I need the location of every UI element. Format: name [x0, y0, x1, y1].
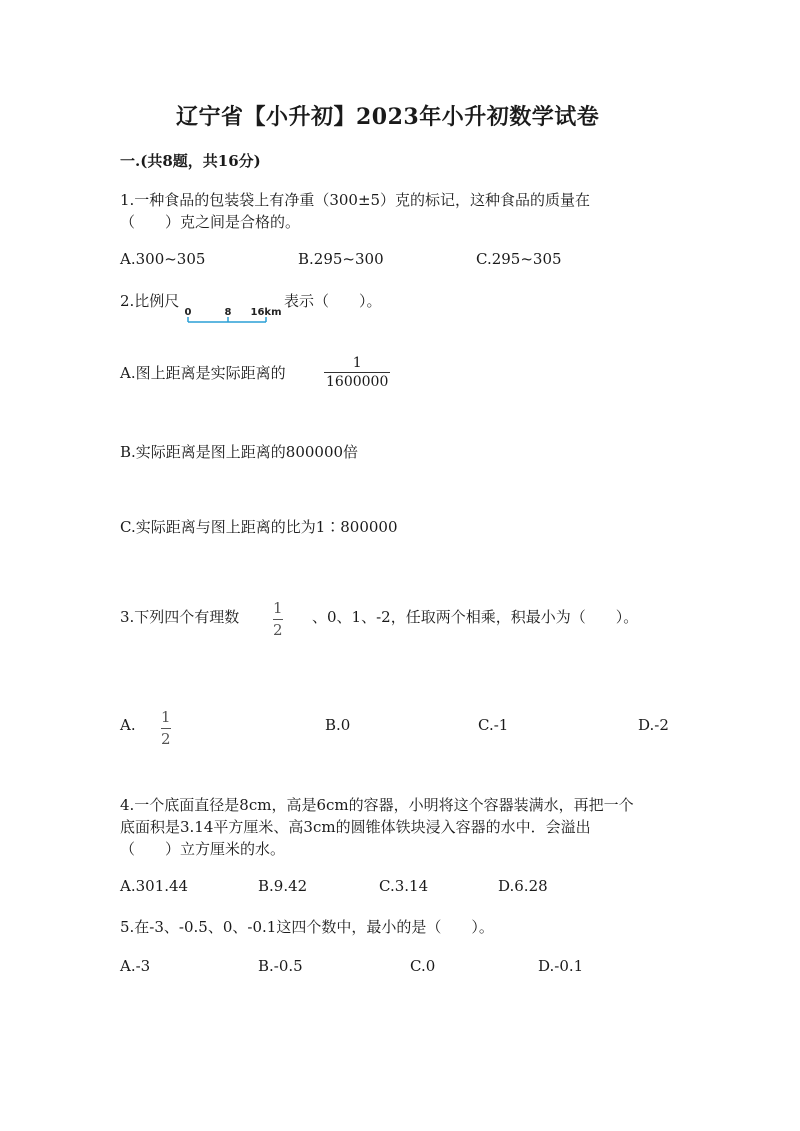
q1-stem-line2: （ ）克之间是合格的。 [120, 213, 301, 231]
q3-stem-suffix: 、0、1、-2，任取两个相乘，积最小为（ ）。 [312, 608, 639, 626]
fraction-bar [161, 728, 171, 729]
page-title: 辽宁省【小升初】2023年小升初数学试卷 [176, 104, 600, 130]
fraction-numerator: 1 [352, 355, 362, 371]
q2-option-c: C.实际距离与图上距离的比为1∶800000 [120, 518, 398, 536]
q4-option-d: D.6.28 [498, 877, 548, 895]
fraction-denominator: 2 [161, 730, 171, 748]
q4-option-a: A.301.44 [120, 877, 189, 895]
fraction-denominator: 1600000 [326, 374, 389, 390]
q3-option-a-fraction [161, 710, 171, 747]
q3-stem-fraction [273, 601, 283, 638]
q2-option-a-fraction [324, 356, 390, 389]
q5-option-a: A.-3 [120, 957, 151, 975]
section-heading: 一.(共8题，共16分) [120, 152, 261, 170]
q4-option-b: B.9.42 [258, 877, 308, 895]
q4-stem-line2: 底面积是3.14平方厘米、高3cm的圆锥体铁块浸入容器的水中．会溢出 [120, 818, 591, 836]
fraction-numerator: 1 [161, 708, 171, 726]
scale-tick-16km: 16km [250, 307, 282, 318]
q3-option-a-label: A. [120, 716, 136, 734]
q4-stem-line3: （ ）立方厘米的水。 [120, 840, 286, 858]
fraction-bar [273, 619, 283, 620]
q3-option-b: B.0 [325, 716, 351, 734]
q3-option-d: D.-2 [638, 716, 669, 734]
q2-stem-suffix: 表示（ ）。 [284, 292, 382, 310]
scale-tick-8: 8 [224, 307, 232, 318]
scale-bar-graphic [186, 304, 286, 326]
fraction-denominator: 2 [273, 621, 283, 639]
q5-stem-line1: 5.在-3、-0.5、0、-0.1这四个数中，最小的是（ ）。 [120, 918, 494, 936]
q2-option-a-text: A.图上距离是实际距离的 [120, 364, 286, 382]
q4-stem-line1: 4.一个底面直径是8cm，高是6cm的容器，小明将这个容器装满水，再把一个 [120, 796, 634, 814]
q5-option-c: C.0 [410, 957, 436, 975]
q1-stem-line1: 1.一种食品的包装袋上有净重（300±5）克的标记，这种食品的质量在 [120, 191, 591, 209]
q2-option-b: B.实际距离是图上距离的800000倍 [120, 443, 359, 461]
q3-stem-prefix: 3.下列四个有理数 [120, 608, 240, 626]
fraction-numerator: 1 [273, 599, 283, 617]
q2-stem-prefix: 2.比例尺 [120, 292, 180, 310]
scale-tick-0: 0 [184, 307, 192, 318]
q1-option-b: B.295~300 [298, 250, 384, 268]
q5-option-d: D.-0.1 [538, 957, 584, 975]
q1-option-a: A.300~305 [120, 250, 206, 268]
q5-option-b: B.-0.5 [258, 957, 303, 975]
q1-option-c: C.295~305 [476, 250, 562, 268]
q3-option-c: C.-1 [478, 716, 509, 734]
q4-option-c: C.3.14 [379, 877, 429, 895]
